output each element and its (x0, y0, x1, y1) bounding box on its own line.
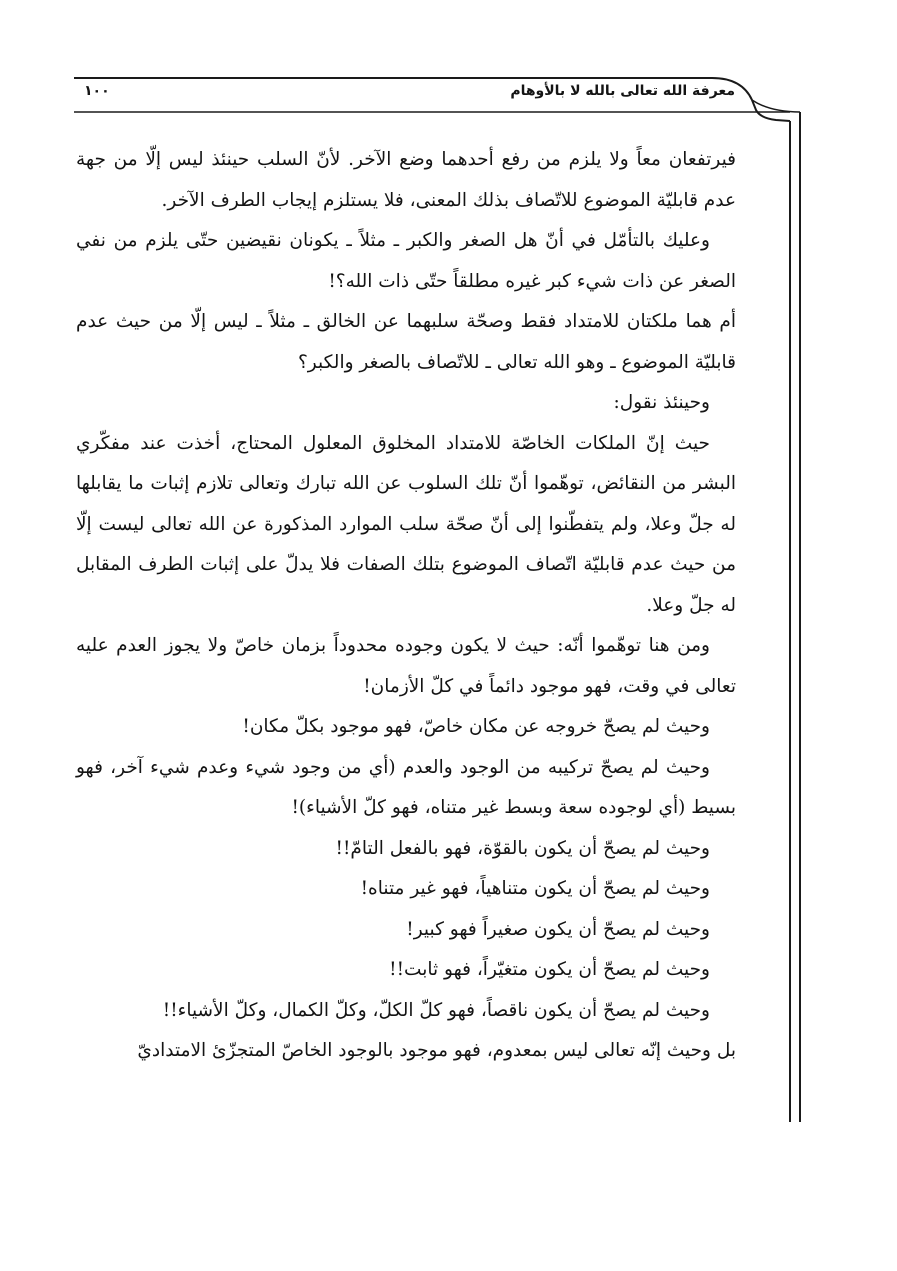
paragraph: وحيث لم يصحّ أن يكون صغيراً فهو كبير! (406, 918, 710, 940)
paragraph: وحيث لم يصحّ أن يكون متغيّراً، فهو ثابت!! (389, 959, 710, 980)
page-number: ١٠٠ (84, 83, 110, 99)
paragraph: وحينئذ نقول: (613, 392, 710, 413)
paragraph: وحيث لم يصحّ أن يكون بالقوّة، فهو بالفعل التامّ!! (335, 837, 710, 859)
paragraph: وحيث لم يصحّ أن يكون متناهياً، فهو غير متناه! (360, 878, 710, 899)
body-text (76, 140, 736, 1072)
paragraph: وحيث لم يصحّ خروجه عن مكان خاصّ، فهو موجود بكلّ مكان! (242, 716, 710, 737)
paragraph: وعليك بالتأمّل في أنّ هل الصغر والكبر ـ مثلاً ـ يكونان نقيضين حتّى يلزم من نفي الصغر عن ذات شيء كبر غيره مطلقاً حتّى ذات الله؟! (76, 230, 736, 292)
paragraph: فيرتفعان معاً ولا يلزم من رفع أحدهما وضع الآخر. لأنّ السلب حينئذ ليس إلّا من جهة عدم قابليّة الموضوع للاتّصاف بذلك المعنى، فلا يستلزم إيجاب الطرف الآخر. (76, 149, 736, 211)
running-header-title: معرفة الله تعالى بالله لا بالأوهام (510, 83, 735, 99)
paragraph: ومن هنا توهّموا أنّه: حيث لا يكون وجوده محدوداً بزمان خاصّ ولا يجوز العدم عليه تعالى في وقت، فهو موجود دائماً في كلّ الأزمان! (76, 635, 736, 697)
paragraph: بل وحيث إنّه تعالى ليس بمعدوم، فهو موجود بالوجود الخاصّ المتجزّئ الامتداديّ (137, 1040, 736, 1061)
paragraph: وحيث لم يصحّ تركيبه من الوجود والعدم (أي من وجود شيء وعدم شيء آخر، فهو بسيط (أي لوجوده سعة وبسط غير متناه، فهو كلّ الأشياء)! (76, 756, 736, 818)
paragraph: أم هما ملكتان للامتداد فقط وصحّة سلبهما عن الخالق ـ مثلاً ـ ليس إلّا من حيث عدم قابليّة الموضوع ـ وهو الله تعالى ـ للاتّصاف بالصغر والكبر؟ (76, 311, 736, 373)
paragraph: حيث إنّ الملكات الخاصّة للامتداد المخلوق المعلول المحتاج، أخذت عند مفكّري البشر من النقائض، توهّموا أنّ تلك السلوب عن الله تبارك وتعالى تلازم إثبات ما يقابلها له جلّ وعلا، ولم يتفطّنوا إلى أنّ صحّة سلب الموارد المذكورة عن الله تعالى ليست إلّا من حيث عدم قابليّة اتّصاف الموضوع بتلك الصفات فلا يدلّ على إثبات الطرف المقابل له جلّ وعلا. (76, 432, 736, 616)
paragraph: وحيث لم يصحّ أن يكون ناقصاً، فهو كلّ الكلّ، وكلّ الكمال، وكلّ الأشياء!! (162, 999, 710, 1021)
